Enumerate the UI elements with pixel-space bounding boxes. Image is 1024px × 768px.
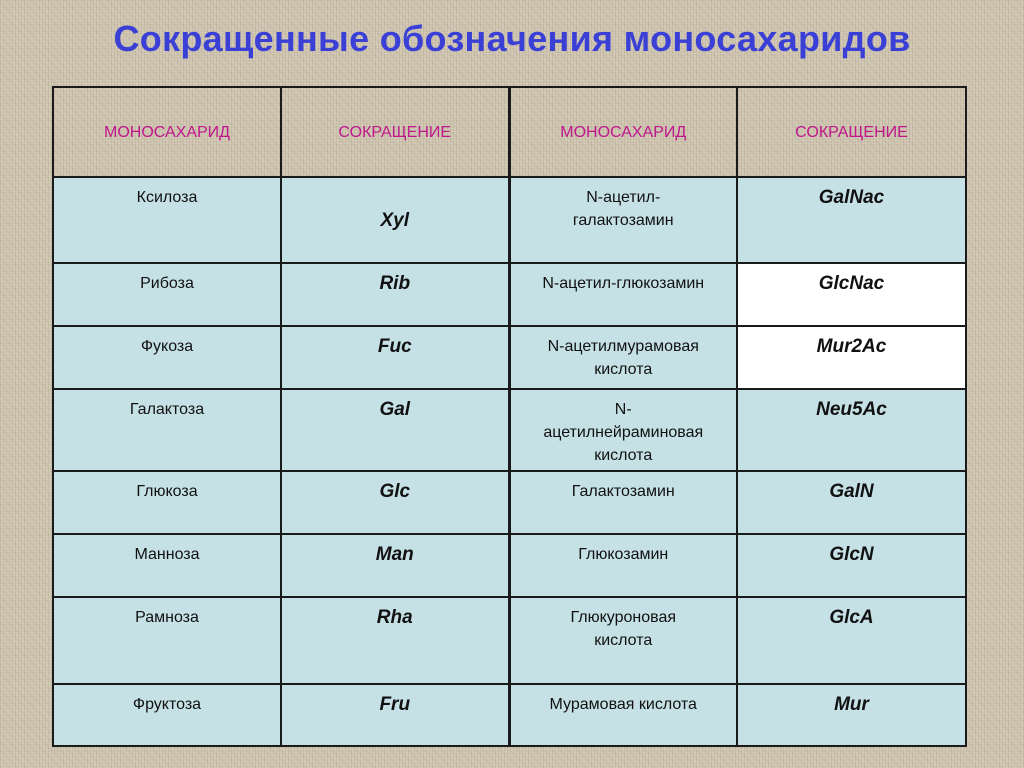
header-abbreviation-2: СОКРАЩЕНИЕ: [737, 87, 966, 177]
table-row: [53, 389, 966, 471]
table-header-row: [53, 87, 966, 177]
header-abbreviation-1: СОКРАЩЕНИЕ: [281, 87, 509, 177]
name-cell: N-ацетил- галактозамин: [509, 177, 737, 263]
abbr-cell: Man: [281, 534, 509, 597]
name-cell: Глюкозамин: [509, 534, 737, 597]
abbr-cell: GalNac: [737, 177, 966, 263]
abbr-cell: Neu5Ac: [737, 389, 966, 471]
name-cell: Фукоза: [53, 326, 281, 389]
name-cell: Манноза: [53, 534, 281, 597]
table-row: [53, 263, 966, 326]
abbr-cell: Glc: [281, 471, 509, 534]
abbr-cell: GlcN: [737, 534, 966, 597]
name-cell: Мурамовая кислота: [509, 684, 737, 746]
name-cell: Галактоза: [53, 389, 281, 471]
abbr-cell: Gal: [281, 389, 509, 471]
name-cell: Глюкоза: [53, 471, 281, 534]
abbr-cell: Fru: [281, 684, 509, 746]
table-row: [53, 597, 966, 684]
name-cell: Фруктоза: [53, 684, 281, 746]
abbr-cell: GlcA: [737, 597, 966, 684]
name-cell: Ксилоза: [53, 177, 281, 263]
abbr-cell-highlighted: Mur2Ac: [737, 326, 966, 389]
abbr-cell: GalN: [737, 471, 966, 534]
name-cell: N-ацетил-глюкозамин: [509, 263, 737, 326]
abbr-cell: Rib: [281, 263, 509, 326]
table-row: [53, 684, 966, 746]
name-cell: N-ацетилмурамовая кислота: [509, 326, 737, 389]
abbr-cell: Rha: [281, 597, 509, 684]
table-row: [53, 177, 966, 263]
header-monosaccharide-1: МОНОСАХАРИД: [53, 87, 281, 177]
name-cell: Галактозамин: [509, 471, 737, 534]
table-row: [53, 326, 966, 389]
name-cell: N- ацетилнейраминовая кислота: [509, 389, 737, 471]
header-monosaccharide-2: МОНОСАХАРИД: [509, 87, 737, 177]
abbr-cell-highlighted: GlcNac: [737, 263, 966, 326]
name-cell: Рибоза: [53, 263, 281, 326]
abbr-cell: Fuc: [281, 326, 509, 389]
abbr-cell: Mur: [737, 684, 966, 746]
name-cell: Глюкуроновая кислота: [509, 597, 737, 684]
table-row: [53, 534, 966, 597]
name-cell: Рамноза: [53, 597, 281, 684]
page-title: Сокращенные обозначения моносахаридов: [113, 18, 911, 59]
monosaccharide-table: [52, 86, 967, 747]
abbr-cell: Xyl: [281, 177, 509, 263]
table-row: [53, 471, 966, 534]
